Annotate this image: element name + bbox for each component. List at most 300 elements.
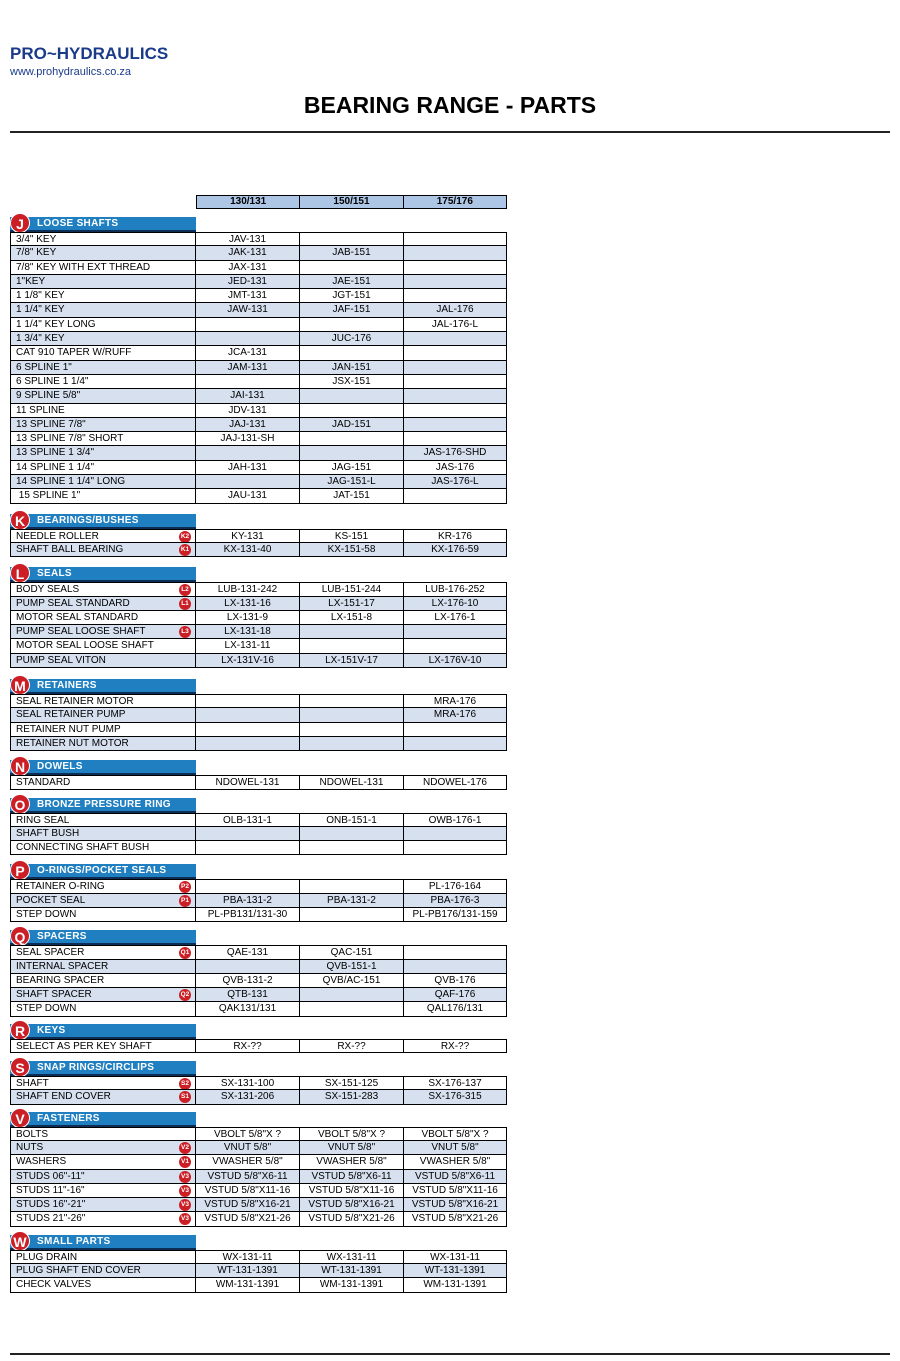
diagram-reference-badge: Q1 — [179, 947, 191, 959]
part-number-cell — [300, 446, 404, 460]
part-number-cell: QVB/AC-151 — [300, 974, 404, 988]
part-number-cell — [196, 475, 300, 489]
section-header — [10, 514, 196, 529]
part-number-cell: NDOWEL-131 — [300, 775, 404, 789]
table-row — [10, 332, 507, 346]
part-label: SHAFT END COVER — [16, 1091, 111, 1103]
part-number-cell: JCA-131 — [196, 346, 300, 360]
section-fasteners — [10, 1112, 507, 1227]
part-label: BEARING SPACER — [16, 974, 105, 986]
part-number-cell — [300, 694, 404, 708]
part-number-cell — [404, 246, 507, 260]
column-headers — [196, 195, 507, 209]
part-number-cell: VSTUD 5/8"X11-16 — [196, 1184, 300, 1198]
part-number-cell: JAX-131 — [196, 261, 300, 275]
part-number-cell: NDOWEL-131 — [196, 775, 300, 789]
section-title: FASTENERS — [37, 1112, 100, 1124]
part-number-cell: JAM-131 — [196, 361, 300, 375]
part-label: SHAFT BALL BEARING — [16, 543, 124, 555]
section-title: KEYS — [37, 1024, 66, 1036]
section-header — [10, 798, 196, 813]
table-row — [10, 318, 507, 332]
table-row — [10, 841, 507, 855]
diagram-reference-badge: L3 — [179, 626, 191, 638]
part-number-cell — [404, 737, 507, 751]
table-row — [10, 375, 507, 389]
diagram-reference-badge: P1 — [179, 895, 191, 907]
part-number-cell: PBA-131-2 — [300, 894, 404, 908]
section-letter-badge: W — [10, 1231, 30, 1251]
part-number-cell: QTB-131 — [196, 988, 300, 1002]
part-number-cell: QVB-151-1 — [300, 960, 404, 974]
part-number-cell — [404, 827, 507, 841]
part-description — [10, 289, 196, 303]
part-number-cell: JAH-131 — [196, 461, 300, 475]
part-number-cell: JAJ-131-SH — [196, 432, 300, 446]
part-number-cell: OLB-131-1 — [196, 813, 300, 827]
part-label: 1 3/4" KEY — [16, 333, 65, 345]
part-number-cell: KX-151-58 — [300, 543, 404, 557]
part-description — [10, 475, 196, 489]
part-number-cell: PBA-131-2 — [196, 894, 300, 908]
table-row — [10, 418, 507, 432]
section-title: SEALS — [37, 568, 72, 580]
part-label: STEP DOWN — [16, 1003, 77, 1015]
table-row — [10, 1155, 507, 1169]
diagram-reference-badge: V1 — [179, 1156, 191, 1168]
table-row — [10, 639, 507, 653]
part-description — [10, 654, 196, 668]
section-title: SMALL PARTS — [37, 1235, 111, 1247]
part-number-cell — [404, 625, 507, 639]
table-row — [10, 1250, 507, 1264]
part-number-cell: QAE-131 — [196, 945, 300, 959]
table-row — [10, 879, 507, 893]
part-number-cell — [196, 318, 300, 332]
table-row — [10, 1076, 507, 1090]
table-row — [10, 582, 507, 596]
part-description — [10, 708, 196, 722]
part-number-cell: LX-151V-17 — [300, 654, 404, 668]
diagram-reference-badge: V3 — [179, 1213, 191, 1225]
part-number-cell — [300, 232, 404, 246]
part-label: PUMP SEAL VITON — [16, 654, 106, 666]
part-description — [10, 639, 196, 653]
section-header — [10, 864, 196, 879]
part-description — [10, 1198, 196, 1212]
part-label: STUDS 06"-11" — [16, 1170, 85, 1182]
part-number-cell: QAC-151 — [300, 945, 404, 959]
table-row — [10, 597, 507, 611]
part-description — [10, 1076, 196, 1090]
table-row — [10, 694, 507, 708]
part-number-cell: WT-131-1391 — [300, 1264, 404, 1278]
part-label: 1"KEY — [16, 275, 46, 287]
part-number-cell — [196, 446, 300, 460]
part-label: 14 SPLINE 1 1/4" LONG — [16, 476, 126, 488]
part-number-cell: JAS-176-L — [404, 475, 507, 489]
part-label: 1 1/4" KEY — [16, 304, 65, 316]
part-number-cell — [300, 841, 404, 855]
diagram-reference-badge: K1 — [179, 544, 191, 556]
part-number-cell: WX-131-11 — [404, 1250, 507, 1264]
table-row — [10, 945, 507, 959]
part-number-cell: OWB-176-1 — [404, 813, 507, 827]
part-label: RETAINER NUT MOTOR — [16, 737, 129, 749]
part-number-cell — [300, 1002, 404, 1016]
part-label: PUMP SEAL STANDARD — [16, 597, 130, 609]
part-number-cell: MRA-176 — [404, 694, 507, 708]
part-label: 11 SPLINE — [16, 404, 65, 416]
part-number-cell: JAG-151-L — [300, 475, 404, 489]
part-number-cell: VSTUD 5/8"X11-16 — [404, 1184, 507, 1198]
table-row — [10, 611, 507, 625]
section-header — [10, 760, 196, 775]
part-number-cell — [300, 708, 404, 722]
part-number-cell — [300, 318, 404, 332]
part-description — [10, 827, 196, 841]
part-label: 9 SPLINE 5/8" — [16, 390, 81, 402]
part-label: SHAFT SPACER — [16, 989, 92, 1001]
diagram-reference-badge: P2 — [179, 881, 191, 893]
part-label: 15 SPLINE 1" — [16, 490, 81, 502]
table-row — [10, 529, 507, 543]
part-description — [10, 318, 196, 332]
part-number-cell: VNUT 5/8" — [300, 1141, 404, 1155]
section-letter-badge: V — [10, 1108, 30, 1128]
part-number-cell: JAV-131 — [196, 232, 300, 246]
part-number-cell — [404, 261, 507, 275]
section-seals — [10, 567, 507, 668]
part-description — [10, 1002, 196, 1016]
part-number-cell: VSTUD 5/8"X21-26 — [300, 1212, 404, 1226]
table-row — [10, 960, 507, 974]
section-retainers — [10, 679, 507, 751]
part-number-cell: JAS-176-SHD — [404, 446, 507, 460]
part-number-cell: PL-176-164 — [404, 879, 507, 893]
part-description — [10, 813, 196, 827]
section-title: DOWELS — [37, 761, 83, 773]
table-row — [10, 346, 507, 360]
section-header — [10, 567, 196, 582]
part-number-cell: LX-131V-16 — [196, 654, 300, 668]
part-number-cell: LX-131-11 — [196, 639, 300, 653]
table-row — [10, 1212, 507, 1226]
part-description — [10, 625, 196, 639]
part-number-cell — [300, 879, 404, 893]
section-small-parts — [10, 1235, 507, 1293]
section-title: BEARINGS/BUSHES — [37, 514, 139, 526]
part-description — [10, 611, 196, 625]
part-number-cell — [196, 723, 300, 737]
column-header-175-176: 175/176 — [404, 195, 507, 209]
table-row — [10, 654, 507, 668]
table-row — [10, 1141, 507, 1155]
section-letter-badge: M — [10, 675, 30, 695]
table-row — [10, 432, 507, 446]
part-number-cell: SX-151-283 — [300, 1090, 404, 1104]
table-row — [10, 275, 507, 289]
part-description — [10, 894, 196, 908]
section-keys — [10, 1024, 507, 1053]
part-number-cell: WX-131-11 — [300, 1250, 404, 1264]
part-number-cell — [196, 841, 300, 855]
diagram-reference-badge: K2 — [179, 531, 191, 543]
part-number-cell: RX-?? — [404, 1039, 507, 1053]
part-number-cell: KY-131 — [196, 529, 300, 543]
part-number-cell: LX-151-17 — [300, 597, 404, 611]
part-number-cell: JAD-151 — [300, 418, 404, 432]
part-description — [10, 1278, 196, 1292]
table-row — [10, 489, 507, 503]
part-number-cell: WM-131-1391 — [404, 1278, 507, 1292]
part-number-cell: VWASHER 5/8" — [196, 1155, 300, 1169]
part-number-cell: WT-131-1391 — [196, 1264, 300, 1278]
section-header — [10, 679, 196, 694]
part-description — [10, 346, 196, 360]
part-number-cell: JED-131 — [196, 275, 300, 289]
part-number-cell: LX-176-1 — [404, 611, 507, 625]
page-title: BEARING RANGE - PARTS — [303, 92, 597, 118]
part-label: RING SEAL — [16, 814, 70, 826]
part-label: 7/8" KEY WITH EXT THREAD — [16, 261, 151, 273]
part-label: 3/4" KEY — [16, 234, 57, 245]
part-number-cell — [404, 404, 507, 418]
part-number-cell: VSTUD 5/8"X21-26 — [404, 1212, 507, 1226]
part-number-cell: JAS-176 — [404, 461, 507, 475]
part-description — [10, 361, 196, 375]
part-number-cell — [404, 432, 507, 446]
part-description — [10, 1141, 196, 1155]
section-header — [10, 1024, 196, 1039]
part-description — [10, 432, 196, 446]
part-label: STEP DOWN — [16, 908, 77, 920]
section-header — [10, 217, 196, 232]
part-description — [10, 275, 196, 289]
table-row — [10, 461, 507, 475]
table-row — [10, 246, 507, 260]
table-row — [10, 389, 507, 403]
table-row — [10, 988, 507, 1002]
part-description — [10, 597, 196, 611]
section-letter-badge: O — [10, 794, 30, 814]
part-label: INTERNAL SPACER — [16, 960, 109, 972]
part-number-cell — [404, 232, 507, 246]
table-row — [10, 723, 507, 737]
part-number-cell: LX-131-9 — [196, 611, 300, 625]
column-header-150-151: 150/151 — [300, 195, 403, 209]
part-label: SHAFT BUSH — [16, 827, 80, 839]
part-label: BODY SEALS — [16, 584, 80, 596]
website-link[interactable]: www.prohydraulics.co.za — [10, 66, 132, 78]
table-row — [10, 475, 507, 489]
table-row — [10, 894, 507, 908]
part-number-cell: WM-131-1391 — [196, 1278, 300, 1292]
part-number-cell: JAN-151 — [300, 361, 404, 375]
part-description — [10, 908, 196, 922]
part-number-cell: NDOWEL-176 — [404, 775, 507, 789]
part-number-cell — [300, 346, 404, 360]
part-description — [10, 461, 196, 475]
part-number-cell: VSTUD 5/8"X6-11 — [300, 1170, 404, 1184]
section-title: SPACERS — [37, 931, 87, 943]
part-number-cell: VSTUD 5/8"X6-11 — [196, 1170, 300, 1184]
section-snap-rings-circlips — [10, 1061, 507, 1105]
diagram-reference-badge: L1 — [179, 598, 191, 610]
part-number-cell: JAF-151 — [300, 303, 404, 317]
part-number-cell: RX-?? — [300, 1039, 404, 1053]
part-label: 14 SPLINE 1 1/4" — [16, 461, 95, 473]
part-number-cell — [404, 723, 507, 737]
table-row — [10, 827, 507, 841]
diagram-reference-badge: S1 — [179, 1091, 191, 1103]
part-label: SEAL RETAINER PUMP — [16, 709, 126, 721]
part-number-cell: VBOLT 5/8"X ? — [404, 1127, 507, 1141]
part-number-cell: VSTUD 5/8"X6-11 — [404, 1170, 507, 1184]
part-description — [10, 529, 196, 543]
part-description — [10, 879, 196, 893]
part-number-cell — [404, 489, 507, 503]
table-row — [10, 543, 507, 557]
part-number-cell — [404, 389, 507, 403]
part-description — [10, 737, 196, 751]
part-number-cell: QAK131/131 — [196, 1002, 300, 1016]
section-letter-badge: P — [10, 860, 30, 880]
part-number-cell — [404, 275, 507, 289]
part-label: MOTOR SEAL STANDARD — [16, 611, 139, 623]
part-label: 7/8" KEY — [16, 247, 57, 259]
part-number-cell: LUB-176-252 — [404, 582, 507, 596]
table-row — [10, 908, 507, 922]
section-letter-badge: N — [10, 756, 30, 776]
diagram-reference-badge: V3 — [179, 1171, 191, 1183]
part-label: PLUG DRAIN — [16, 1251, 78, 1263]
part-number-cell: JAB-151 — [300, 246, 404, 260]
part-description — [10, 945, 196, 959]
part-number-cell — [300, 432, 404, 446]
column-header-130-131: 130/131 — [196, 195, 300, 209]
part-number-cell: KX-176-59 — [404, 543, 507, 557]
part-label: CHECK VALVES — [16, 1279, 92, 1291]
part-number-cell: VNUT 5/8" — [404, 1141, 507, 1155]
table-row — [10, 1127, 507, 1141]
table-row — [10, 361, 507, 375]
part-description — [10, 246, 196, 260]
part-number-cell: JAT-151 — [300, 489, 404, 503]
part-number-cell — [404, 960, 507, 974]
table-row — [10, 1090, 507, 1104]
part-label: SEAL SPACER — [16, 947, 85, 959]
table-row — [10, 232, 507, 246]
part-description — [10, 974, 196, 988]
table-row — [10, 974, 507, 988]
part-number-cell: JGT-151 — [300, 289, 404, 303]
table-row — [10, 303, 507, 317]
part-label: SHAFT — [16, 1078, 49, 1090]
table-row — [10, 813, 507, 827]
table-row — [10, 446, 507, 460]
part-number-cell: WT-131-1391 — [404, 1264, 507, 1278]
part-number-cell: LX-131-18 — [196, 625, 300, 639]
section-bearings-bushes — [10, 514, 507, 558]
part-description — [10, 446, 196, 460]
part-description — [10, 1127, 196, 1141]
part-label: 1 1/4" KEY LONG — [16, 318, 96, 330]
part-number-cell — [404, 332, 507, 346]
part-number-cell — [300, 988, 404, 1002]
part-description — [10, 1170, 196, 1184]
section-letter-badge: K — [10, 510, 30, 530]
section-loose-shafts — [10, 217, 507, 504]
section-title: LOOSE SHAFTS — [37, 218, 119, 229]
part-label: SEAL RETAINER MOTOR — [16, 696, 134, 708]
parts-table — [10, 195, 507, 1293]
section-title: RETAINERS — [37, 680, 97, 692]
table-row — [10, 404, 507, 418]
table-row — [10, 289, 507, 303]
part-description — [10, 1264, 196, 1278]
part-number-cell — [404, 361, 507, 375]
part-number-cell: ONB-151-1 — [300, 813, 404, 827]
part-number-cell — [404, 639, 507, 653]
part-number-cell — [404, 346, 507, 360]
part-description — [10, 841, 196, 855]
part-description — [10, 232, 196, 246]
part-number-cell: WM-131-1391 — [300, 1278, 404, 1292]
section-header — [10, 930, 196, 945]
table-row — [10, 1198, 507, 1212]
part-label: PLUG SHAFT END COVER — [16, 1265, 141, 1277]
part-number-cell: PL-PB131/131-30 — [196, 908, 300, 922]
section-letter-badge: S — [10, 1057, 30, 1077]
section-letter-badge: L — [10, 563, 30, 583]
table-row — [10, 1264, 507, 1278]
logo-text: PRO~HYDRAULICS — [10, 44, 169, 63]
part-description — [10, 1039, 196, 1053]
part-label: RETAINER O-RING — [16, 881, 105, 893]
section-letter-badge: Q — [10, 926, 30, 946]
part-number-cell — [300, 389, 404, 403]
part-number-cell: LX-131-16 — [196, 597, 300, 611]
part-number-cell: VSTUD 5/8"X11-16 — [300, 1184, 404, 1198]
table-row — [10, 775, 507, 789]
part-number-cell: WX-131-11 — [196, 1250, 300, 1264]
part-label: NUTS — [16, 1141, 44, 1153]
part-number-cell: SX-151-125 — [300, 1076, 404, 1090]
table-row — [10, 1039, 507, 1053]
diagram-reference-badge: V3 — [179, 1185, 191, 1197]
part-number-cell: JAK-131 — [196, 246, 300, 260]
part-number-cell — [404, 418, 507, 432]
part-number-cell — [196, 737, 300, 751]
part-number-cell — [300, 625, 404, 639]
diagram-reference-badge: L2 — [179, 584, 191, 596]
part-number-cell: JAL-176-L — [404, 318, 507, 332]
section-o-rings-pocket-seals — [10, 864, 507, 922]
diagram-reference-badge: V2 — [179, 1142, 191, 1154]
part-number-cell: VSTUD 5/8"X21-26 — [196, 1212, 300, 1226]
part-label: BOLTS — [16, 1128, 49, 1140]
part-number-cell — [196, 960, 300, 974]
part-description — [10, 1212, 196, 1226]
part-number-cell — [300, 908, 404, 922]
part-description — [10, 694, 196, 708]
company-logo — [10, 44, 168, 78]
part-number-cell: QAL176/131 — [404, 1002, 507, 1016]
part-number-cell: QVB-176 — [404, 974, 507, 988]
part-description — [10, 582, 196, 596]
part-number-cell: SX-176-137 — [404, 1076, 507, 1090]
